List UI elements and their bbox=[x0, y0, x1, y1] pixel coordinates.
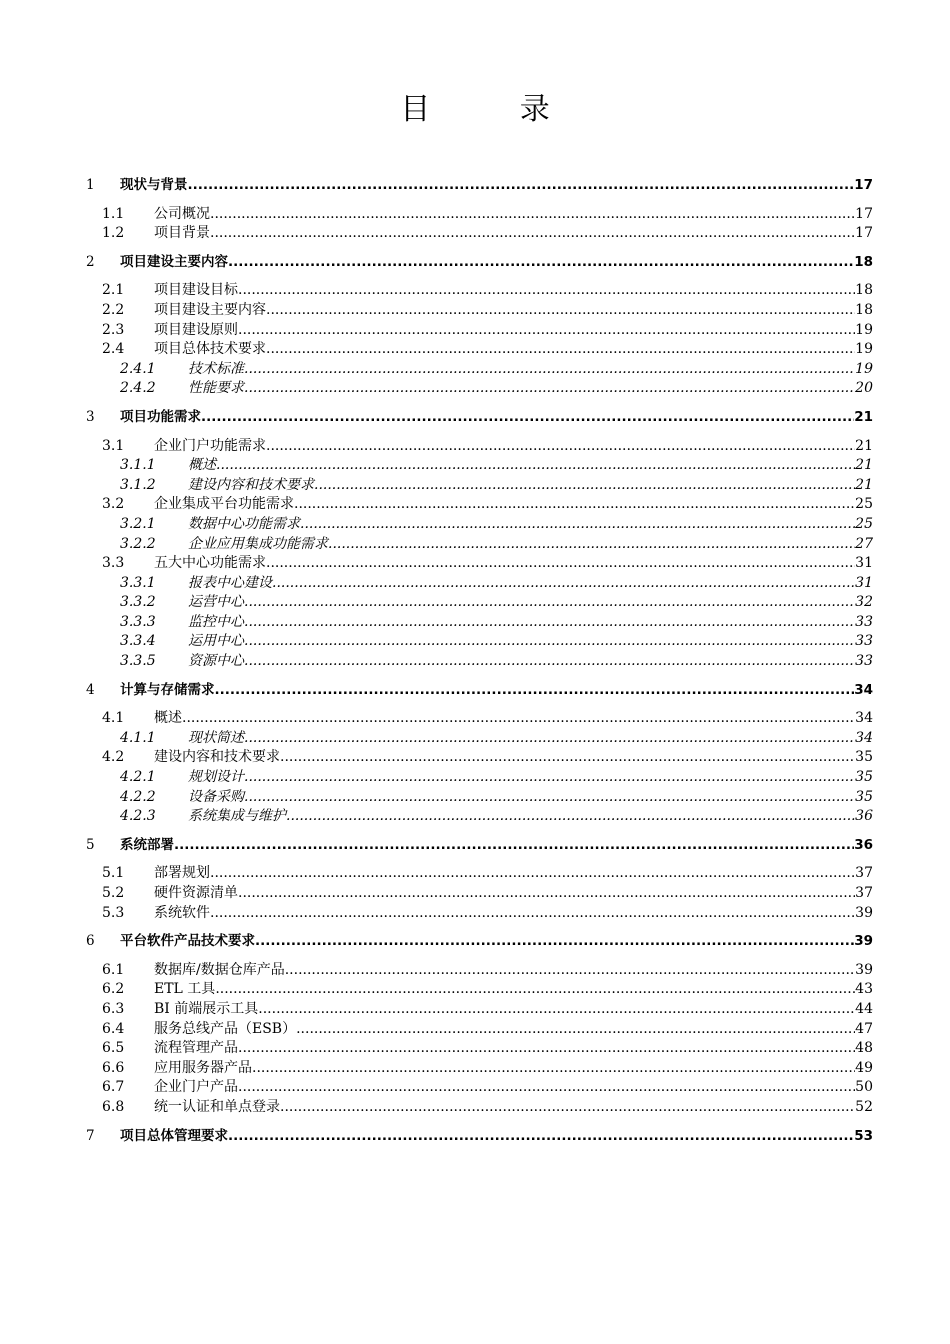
toc-entry-number: 6.5 bbox=[102, 1040, 125, 1057]
toc-entry-level-3[interactable] bbox=[86, 456, 873, 476]
toc-entry-title: 概述 bbox=[154, 710, 182, 727]
toc-dot-leader bbox=[314, 476, 855, 496]
toc-entry-title: 部署规划 bbox=[154, 865, 210, 882]
toc-dot-leader bbox=[228, 253, 854, 273]
toc-entry-title: 数据库/数据仓库产品 bbox=[154, 961, 285, 978]
toc-entry-number: 4.1.1 bbox=[120, 729, 156, 746]
toc-entry-page: 18 bbox=[854, 253, 873, 270]
toc-entry-title: 项目背景 bbox=[154, 225, 210, 242]
toc-dot-leader bbox=[228, 1127, 854, 1147]
toc-entry-number: 3.3.3 bbox=[120, 613, 156, 630]
toc-entry-page: 21 bbox=[855, 457, 873, 474]
toc-entry-number: 4.1 bbox=[102, 710, 125, 727]
toc-entry-number: 3.3.2 bbox=[120, 594, 156, 611]
toc-entry-page: 19 bbox=[855, 341, 873, 358]
toc-entry-number: 7 bbox=[86, 1127, 95, 1144]
toc-dot-leader bbox=[244, 729, 855, 749]
toc-dot-leader bbox=[182, 709, 855, 729]
toc-entry-number: 3.2.2 bbox=[120, 535, 156, 552]
toc-entry-number: 3.3.5 bbox=[120, 653, 156, 670]
toc-entry-page: 32 bbox=[855, 594, 873, 611]
toc-entry-title: 企业门户产品 bbox=[154, 1079, 238, 1096]
toc-entry-number: 6.8 bbox=[102, 1098, 125, 1115]
toc-entry-page: 20 bbox=[855, 380, 873, 397]
toc-entry-title: 企业集成平台功能需求 bbox=[154, 496, 294, 513]
toc-entry-title: 五大中心功能需求 bbox=[154, 555, 266, 572]
toc-entry-title: 应用服务器产品 bbox=[154, 1059, 252, 1076]
toc-entry-number: 3 bbox=[86, 408, 95, 425]
toc-entry-page: 19 bbox=[855, 360, 873, 377]
toc-entry-title: 设备采购 bbox=[188, 788, 244, 805]
toc-dot-leader bbox=[272, 574, 855, 594]
toc-entry-level-2[interactable] bbox=[86, 1020, 873, 1040]
toc-entry-level-3[interactable] bbox=[86, 515, 873, 535]
toc-entry-page: 17 bbox=[854, 177, 873, 193]
toc-entry-level-1[interactable] bbox=[86, 408, 873, 428]
toc-entry-title: 性能要求 bbox=[188, 380, 244, 397]
toc-entry-number: 4.2.1 bbox=[120, 769, 156, 786]
toc-entry-level-3[interactable] bbox=[86, 788, 873, 808]
toc-entry-level-2[interactable] bbox=[86, 1059, 873, 1079]
toc-entry-level-2[interactable] bbox=[86, 864, 873, 884]
toc-entry-page: 31 bbox=[855, 555, 873, 572]
toc-entry-title: 项目建设原则 bbox=[154, 321, 238, 338]
toc-dot-leader bbox=[280, 748, 855, 768]
toc-dot-leader bbox=[286, 807, 855, 827]
toc-entry-number: 1.1 bbox=[102, 205, 125, 222]
toc-entry-page: 35 bbox=[855, 749, 873, 766]
toc-entry-level-2[interactable] bbox=[86, 709, 873, 729]
toc-entry-number: 6.7 bbox=[102, 1079, 125, 1096]
toc-entry-level-3[interactable] bbox=[86, 729, 873, 749]
toc-dot-leader bbox=[244, 360, 855, 380]
toc-entry-title: 平台软件产品技术要求 bbox=[120, 933, 255, 950]
toc-entry-number: 5.3 bbox=[102, 904, 125, 921]
toc-entry-level-3[interactable] bbox=[86, 768, 873, 788]
toc-entry-page: 27 bbox=[855, 535, 873, 552]
toc-entry-title: 概述 bbox=[188, 457, 216, 474]
toc-dot-leader bbox=[296, 1020, 855, 1040]
toc-entry-number: 2.3 bbox=[102, 321, 125, 338]
toc-entry-number: 3.2.1 bbox=[120, 515, 156, 532]
toc-entry-number: 2.1 bbox=[102, 282, 125, 299]
toc-entry-page: 36 bbox=[855, 808, 873, 825]
toc-entry-page: 39 bbox=[855, 961, 873, 978]
toc-entry-number: 3.3.1 bbox=[120, 574, 156, 591]
toc-entry-title: 技术标准 bbox=[188, 360, 244, 377]
toc-entry-page: 49 bbox=[855, 1059, 873, 1076]
toc-dot-leader bbox=[215, 681, 855, 701]
toc-entry-number: 3.1.1 bbox=[120, 457, 156, 474]
toc-entry-number: 5 bbox=[86, 836, 95, 853]
toc-entry-number: 2.2 bbox=[102, 301, 125, 318]
toc-entry-page: 21 bbox=[855, 437, 873, 454]
toc-entry-number: 6.3 bbox=[102, 1000, 125, 1017]
toc-entry-level-3[interactable] bbox=[86, 476, 873, 496]
toc-entry-number: 6.6 bbox=[102, 1059, 125, 1076]
toc-entry-page: 37 bbox=[855, 885, 873, 901]
toc-dot-leader bbox=[238, 1039, 855, 1059]
toc-entry-number: 2.4 bbox=[102, 341, 125, 358]
toc-dot-leader bbox=[210, 224, 855, 244]
toc-dot-leader bbox=[255, 932, 854, 952]
toc-entry-number: 6.4 bbox=[102, 1020, 125, 1037]
toc-entry-level-3[interactable] bbox=[86, 574, 873, 594]
toc-entry-page: 43 bbox=[855, 981, 873, 998]
toc-entry-number: 2.4.2 bbox=[120, 380, 156, 397]
toc-entry-title: 项目总体技术要求 bbox=[154, 341, 266, 358]
toc-entry-page: 36 bbox=[854, 836, 873, 853]
toc-entry-page: 34 bbox=[855, 729, 873, 746]
toc-dot-leader bbox=[215, 980, 855, 1000]
toc-entry-number: 4.2 bbox=[102, 749, 125, 766]
page-title: 目 录 bbox=[400, 92, 590, 127]
toc-dot-leader bbox=[266, 301, 855, 321]
toc-entry-level-2[interactable] bbox=[86, 340, 873, 360]
toc-dot-leader bbox=[266, 554, 855, 574]
toc-entry-title: 项目建设主要内容 bbox=[120, 253, 228, 270]
toc-entry-title: 公司概况 bbox=[154, 205, 210, 222]
toc-entry-title: 硬件资源清单 bbox=[154, 885, 238, 901]
toc-dot-leader bbox=[244, 788, 855, 808]
toc-dot-leader bbox=[188, 176, 855, 196]
toc-entry-page: 37 bbox=[855, 865, 873, 882]
toc-dot-leader bbox=[252, 1059, 855, 1079]
toc-dot-leader bbox=[210, 864, 855, 884]
toc-entry-page: 33 bbox=[855, 653, 873, 670]
toc-entry-number: 1 bbox=[86, 177, 95, 193]
toc-entry-number: 6.1 bbox=[102, 961, 125, 978]
toc-entry-page: 39 bbox=[855, 904, 873, 921]
toc-dot-leader bbox=[238, 1078, 855, 1098]
toc-dot-leader bbox=[238, 281, 855, 301]
toc-entry-level-3[interactable] bbox=[86, 652, 873, 672]
toc-entry-title: 监控中心 bbox=[188, 613, 244, 630]
toc-entry-page: 25 bbox=[855, 496, 873, 513]
toc-entry-number: 2 bbox=[86, 253, 95, 270]
toc-entry-title: 建设内容和技术要求 bbox=[154, 749, 280, 766]
toc-entry-level-2[interactable] bbox=[86, 1039, 873, 1059]
toc-entry-page: 25 bbox=[855, 515, 873, 532]
toc-entry-number: 4.2.2 bbox=[120, 788, 156, 805]
toc-entry-title: 资源中心 bbox=[188, 653, 244, 670]
toc-entry-level-3[interactable] bbox=[86, 379, 873, 399]
toc-entry-title: 项目功能需求 bbox=[120, 408, 201, 425]
toc-dot-leader bbox=[210, 205, 855, 225]
toc-entry-title: 项目总体管理要求 bbox=[120, 1127, 228, 1144]
toc-entry-number: 3.3 bbox=[102, 555, 125, 572]
table-of-contents bbox=[86, 176, 873, 1155]
toc-entry-level-3[interactable] bbox=[86, 360, 873, 380]
toc-dot-leader bbox=[285, 961, 855, 981]
toc-entry-level-2[interactable] bbox=[86, 980, 873, 1000]
toc-entry-level-2[interactable] bbox=[86, 495, 873, 515]
toc-entry-level-2[interactable] bbox=[86, 904, 873, 924]
toc-entry-title: 统一认证和单点登录 bbox=[154, 1098, 280, 1115]
toc-entry-title: 建设内容和技术要求 bbox=[188, 476, 314, 493]
toc-entry-page: 47 bbox=[855, 1020, 873, 1037]
toc-entry-title: 企业应用集成功能需求 bbox=[188, 535, 328, 552]
toc-entry-page: 35 bbox=[855, 769, 873, 786]
toc-dot-leader bbox=[244, 379, 855, 399]
toc-dot-leader bbox=[244, 768, 855, 788]
toc-entry-page: 21 bbox=[854, 408, 873, 425]
toc-dot-leader bbox=[238, 884, 855, 904]
toc-entry-page: 19 bbox=[855, 321, 873, 338]
toc-entry-number: 1.2 bbox=[102, 225, 125, 242]
toc-entry-number: 3.1.2 bbox=[120, 476, 156, 493]
toc-entry-page: 34 bbox=[854, 681, 873, 698]
toc-dot-leader bbox=[244, 632, 855, 652]
toc-entry-page: 33 bbox=[855, 613, 873, 630]
toc-entry-level-2[interactable] bbox=[86, 1078, 873, 1098]
toc-entry-title: 运营中心 bbox=[188, 594, 244, 611]
toc-entry-level-2[interactable] bbox=[86, 205, 873, 225]
toc-entry-title: BI 前端展示工具 bbox=[154, 1000, 259, 1017]
toc-dot-leader bbox=[294, 495, 855, 515]
toc-entry-page: 33 bbox=[855, 633, 873, 650]
toc-entry-page: 50 bbox=[855, 1079, 873, 1096]
toc-entry-title: 规划设计 bbox=[188, 769, 244, 786]
toc-dot-leader bbox=[266, 340, 855, 360]
toc-entry-title: 运用中心 bbox=[188, 633, 244, 650]
toc-entry-level-2[interactable] bbox=[86, 1098, 873, 1118]
toc-entry-level-2[interactable] bbox=[86, 224, 873, 244]
toc-entry-level-2[interactable] bbox=[86, 748, 873, 768]
toc-entry-level-2[interactable] bbox=[86, 281, 873, 301]
toc-entry-page: 44 bbox=[855, 1000, 873, 1017]
toc-dot-leader bbox=[244, 593, 855, 613]
toc-entry-title: 系统软件 bbox=[154, 904, 210, 921]
toc-entry-number: 5.1 bbox=[102, 865, 125, 882]
toc-entry-level-1[interactable] bbox=[86, 1127, 873, 1147]
toc-dot-leader bbox=[280, 1098, 855, 1118]
toc-entry-title: 企业门户功能需求 bbox=[154, 437, 266, 454]
toc-entry-page: 21 bbox=[855, 476, 873, 493]
toc-entry-page: 17 bbox=[855, 225, 873, 242]
toc-entry-level-2[interactable] bbox=[86, 1000, 873, 1020]
toc-entry-page: 48 bbox=[855, 1040, 873, 1057]
toc-dot-leader bbox=[266, 437, 855, 457]
toc-entry-title: 流程管理产品 bbox=[154, 1040, 238, 1057]
toc-entry-title: 项目建设目标 bbox=[154, 282, 238, 299]
toc-entry-level-3[interactable] bbox=[86, 807, 873, 827]
toc-dot-leader bbox=[244, 613, 855, 633]
toc-dot-leader bbox=[244, 652, 855, 672]
toc-dot-leader bbox=[174, 836, 854, 856]
toc-entry-title: 服务总线产品（ESB） bbox=[154, 1020, 297, 1037]
toc-entry-number: 4.2.3 bbox=[120, 808, 156, 825]
toc-entry-level-3[interactable] bbox=[86, 632, 873, 652]
toc-entry-level-2[interactable] bbox=[86, 554, 873, 574]
toc-entry-title: 现状与背景 bbox=[120, 177, 188, 193]
toc-entry-title: 计算与存储需求 bbox=[120, 681, 215, 698]
toc-entry-page: 39 bbox=[854, 933, 873, 950]
toc-dot-leader bbox=[258, 1000, 855, 1020]
toc-entry-title: 系统部署 bbox=[120, 836, 174, 853]
toc-entry-number: 3.2 bbox=[102, 496, 125, 513]
toc-entry-page: 53 bbox=[854, 1127, 873, 1144]
toc-entry-number: 6.2 bbox=[102, 981, 125, 998]
toc-entry-number: 4 bbox=[86, 681, 95, 698]
toc-entry-level-1[interactable] bbox=[86, 681, 873, 701]
toc-entry-level-2[interactable] bbox=[86, 321, 873, 341]
toc-dot-leader bbox=[300, 515, 855, 535]
toc-entry-level-2[interactable] bbox=[86, 437, 873, 457]
toc-entry-title: 现状简述 bbox=[188, 729, 244, 746]
toc-entry-page: 18 bbox=[855, 282, 873, 299]
toc-entry-level-1[interactable] bbox=[86, 253, 873, 273]
toc-entry-number: 3.1 bbox=[102, 437, 125, 454]
toc-entry-title: ETL 工具 bbox=[154, 981, 216, 998]
toc-entry-page: 35 bbox=[855, 788, 873, 805]
toc-entry-page: 31 bbox=[855, 574, 873, 591]
toc-entry-level-3[interactable] bbox=[86, 535, 873, 555]
toc-entry-page: 34 bbox=[855, 710, 873, 727]
toc-entry-level-3[interactable] bbox=[86, 613, 873, 633]
toc-entry-level-2[interactable] bbox=[86, 961, 873, 981]
toc-entry-title: 系统集成与维护 bbox=[188, 808, 286, 825]
toc-entry-title: 数据中心功能需求 bbox=[188, 515, 300, 532]
toc-dot-leader bbox=[216, 456, 855, 476]
toc-dot-leader bbox=[201, 408, 854, 428]
toc-entry-level-1[interactable] bbox=[86, 932, 873, 952]
toc-entry-number: 3.3.4 bbox=[120, 633, 156, 650]
toc-entry-level-2[interactable] bbox=[86, 884, 873, 904]
toc-entry-page: 17 bbox=[855, 205, 873, 222]
toc-entry-number: 6 bbox=[86, 933, 95, 950]
toc-entry-level-3[interactable] bbox=[86, 593, 873, 613]
toc-entry-title: 报表中心建设 bbox=[188, 574, 272, 591]
toc-dot-leader bbox=[210, 904, 855, 924]
toc-dot-leader bbox=[238, 321, 855, 341]
toc-entry-page: 52 bbox=[855, 1098, 873, 1115]
toc-dot-leader bbox=[328, 535, 855, 555]
toc-entry-number: 2.4.1 bbox=[120, 360, 156, 377]
toc-entry-level-2[interactable] bbox=[86, 301, 873, 321]
toc-entry-level-1[interactable] bbox=[86, 176, 873, 196]
toc-entry-page: 18 bbox=[855, 301, 873, 318]
toc-entry-title: 项目建设主要内容 bbox=[154, 301, 266, 318]
toc-entry-level-1[interactable] bbox=[86, 836, 873, 856]
toc-entry-number: 5.2 bbox=[102, 885, 125, 901]
